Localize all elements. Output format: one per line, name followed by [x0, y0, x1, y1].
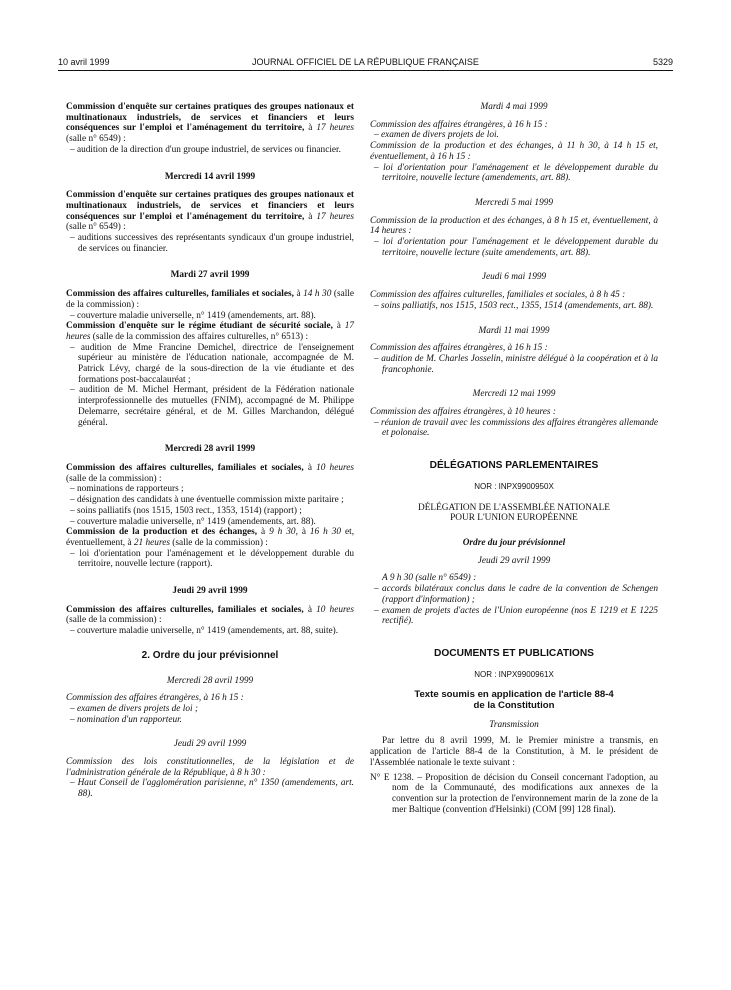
right-column — [370, 102, 658, 815]
session-block: Commission des affaires culturelles, familiales et sociales, à 14 h 30 (salle de la commission) : — [66, 289, 355, 310]
session-block: Commission des affaires culturelles, familiales et sociales, à 8 h 45 : — [370, 290, 626, 301]
date-heading: Mercredi 5 mai 1999 — [474, 197, 554, 208]
session-block: Commission d'enquête sur certaines pratiques des groupes nationaux et multinationaux industriels, de services et financiers et leurs conséquences sur l'emploi et l'aménagement du territoire, à 17 heures (salle n° 6549) : — [66, 190, 355, 233]
session-block: Commission des affaires étrangères, à 16 h 15 : — [370, 343, 548, 354]
running-header — [58, 57, 673, 69]
date-heading: Mercredi 28 avril 1999 — [166, 675, 254, 686]
date-heading: Jeudi 29 avril 1999 — [172, 586, 248, 597]
agenda-item: – examen de projets d'actes de l'Union européenne (nos E 1219 et E 1225 rectifié). — [374, 605, 658, 627]
left-column — [66, 102, 354, 800]
section-heading: 2. Ordre du jour prévisionnel — [141, 649, 279, 661]
date-heading: Jeudi 29 avril 1999 — [477, 555, 551, 566]
session-block: Commission d'enquête sur certaines pratiques des groupes nationaux et multinationaux industriels, de services et financiers et leurs conséquences sur l'emploi et l'aménagement du territoire, à 17 heures (salle n° 6549) : — [66, 102, 355, 145]
agenda-item: – loi d'orientation pour l'aménagement et le développement durable du territoire, nouvelle lecture (suite amendements, art. 88). — [374, 237, 658, 258]
session-block: Commission de la production et des échanges, à 9 h 30, à 16 h 30 et, éventuellement, à 21 heures (salle de la commission) : — [66, 527, 355, 548]
session-block: Commission des lois constitutionnelles, de la législation et de l'administration générale de la République, à 8 h 30 : — [66, 757, 354, 778]
date-heading: Mardi 27 avril 1999 — [170, 270, 250, 281]
agenda-item: – soins palliatifs, nos 1515, 1503 rect., 1355, 1514 (amendements, art. 88). — [374, 300, 654, 311]
session-block: A 9 h 30 (salle n° 6549) : — [382, 573, 477, 584]
section-heading-delegations: DÉLÉGATIONS PARLEMENTAIRES — [429, 460, 599, 472]
nor-reference: NOR : INPX9900961X — [474, 669, 554, 679]
date-heading: Jeudi 6 mai 1999 — [481, 272, 547, 283]
text-heading: de la Constitution — [473, 700, 555, 712]
date-heading: Mercredi 28 avril 1999 — [164, 444, 256, 455]
agenda-heading: Ordre du jour prévisionnel — [462, 537, 566, 548]
section-heading-documents: DOCUMENTS ET PUBLICATIONS — [434, 647, 594, 659]
header-date: 10 avril 1999 — [58, 57, 110, 67]
agenda-item: – couverture maladie universelle, n° 1419 (amendements, art. 88, suite). — [70, 626, 339, 637]
transmission-heading: Transmission — [489, 719, 539, 730]
agenda-item: – Haut Conseil de l'agglomération parisienne, n° 1350 (amendements, art. 88). — [70, 778, 354, 800]
header-page-number: 5329 — [652, 57, 673, 67]
agenda-item: – couverture maladie universelle, n° 1419 (amendements, art. 88). — [70, 516, 316, 527]
agenda-item: – audition de M. Michel Hermant, président de la Fédération nationale interprofessionnelle des mutuelles (FNIM), accompagné de M. Philippe Delemarre, secrétaire général, et de M. Gilles Marchandon, délégué général. — [70, 385, 354, 428]
document-entry: N° E 1238. – Proposition de décision du Conseil concernant l'adoption, au nom de la Communauté, des modifications aux annexes de la convention sur la protection de l'environnement marin de la zone de la mer Baltique (convention d'Helsinki) (COM [99] 128 final). — [370, 772, 658, 815]
session-block: Commission des affaires étrangères, à 16 h 15 : — [66, 693, 244, 704]
delegation-name: DÉLÉGATION DE L'ASSEMBLÉE NATIONALE — [418, 502, 610, 513]
session-block: Commission des affaires culturelles, familiales et sociales, à 10 heures (salle de la commission) : — [66, 462, 354, 484]
session-block: Commission des affaires étrangères, à 10 heures : — [370, 407, 556, 418]
date-heading: Jeudi 29 avril 1999 — [173, 739, 247, 750]
session-block: Commission d'enquête sur le régime étudiant de sécurité sociale, à 17 heures (salle de la commission des affaires culturelles, n° 6513) : — [66, 321, 354, 342]
agenda-item: – loi d'orientation pour l'aménagement et le développement durable du territoire, nouvelle lecture (amendements, art. 88). — [374, 162, 658, 184]
agenda-item: – accords bilatéraux conclus dans le cadre de la convention de Schengen (rapport d'information) ; — [374, 584, 658, 605]
agenda-item: – examen de divers projets de loi. — [374, 130, 499, 141]
header-journal-title: JOURNAL OFFICIEL DE LA RÉPUBLIQUE FRANÇAISE — [252, 57, 479, 67]
header-rule — [58, 70, 673, 71]
agenda-item: – loi d'orientation pour l'aménagement et le développement durable du territoire, nouvelle lecture (rapport). — [70, 548, 354, 570]
agenda-item: – auditions successives des représentants syndicaux d'un groupe industriel, de services ou financier. — [70, 233, 354, 254]
date-heading: Mardi 4 mai 1999 — [480, 102, 548, 112]
date-heading: Mardi 11 mai 1999 — [478, 325, 550, 336]
session-block: Commission des affaires étrangères, à 16 h 15 : — [370, 119, 548, 130]
agenda-item: – désignation des candidats à une éventuelle commission mixte paritaire ; — [70, 495, 344, 506]
agenda-item: – audition de Mme Francine Demichel, directrice de l'enseignement supérieur au ministère de l'éducation nationale, accompagnée de M. Patrick Lévy, chargé de la sous-direction de la vie étudiante et des formations post-baccalauréat ; — [70, 342, 354, 385]
nor-reference: NOR : INPX9900950X — [474, 481, 554, 491]
agenda-item: – examen de divers projets de loi ; — [70, 703, 198, 714]
session-block: Commission des affaires culturelles, familiales et sociales, à 10 heures (salle de la commission) : — [66, 604, 354, 626]
body-paragraph: Par lettre du 8 avril 1999, M. le Premier ministre a transmis, en application de l'article 88-4 de la Constitution, à M. le président de l'Assemblée nationale le texte suivant : — [370, 736, 658, 768]
session-block: Commission de la production et des échanges, à 8 h 15 et, éventuellement, à 14 heures : — [370, 215, 658, 237]
date-heading: Mercredi 14 avril 1999 — [164, 171, 256, 182]
agenda-item: – soins palliatifs (nos 1515, 1503 rect., 1353, 1514) (rapport) ; — [70, 505, 302, 516]
delegation-name: POUR L'UNION EUROPÉENNE — [450, 513, 578, 524]
agenda-item: – couverture maladie universelle, n° 1419 (amendements, art. 88). — [70, 310, 316, 321]
agenda-item: – nomination d'un rapporteur. — [70, 714, 183, 725]
date-heading: Mercredi 12 mai 1999 — [472, 389, 556, 400]
agenda-item: – audition de la direction d'un groupe industriel, de services ou financier. — [70, 144, 341, 155]
session-block: Commission de la production et des échanges, à 11 h 30, à 14 h 15 et, éventuellement, à 16 h 15 : — [370, 141, 658, 162]
agenda-item: – audition de M. Charles Josselin, ministre délégué à la coopération et à la francophonie. — [374, 353, 658, 375]
agenda-item: – réunion de travail avec les commissions des affaires étrangères allemande et polonaise. — [374, 417, 658, 439]
text-heading: Texte soumis en application de l'article 88-4 — [414, 689, 614, 701]
agenda-item: – nominations de rapporteurs ; — [70, 484, 184, 495]
